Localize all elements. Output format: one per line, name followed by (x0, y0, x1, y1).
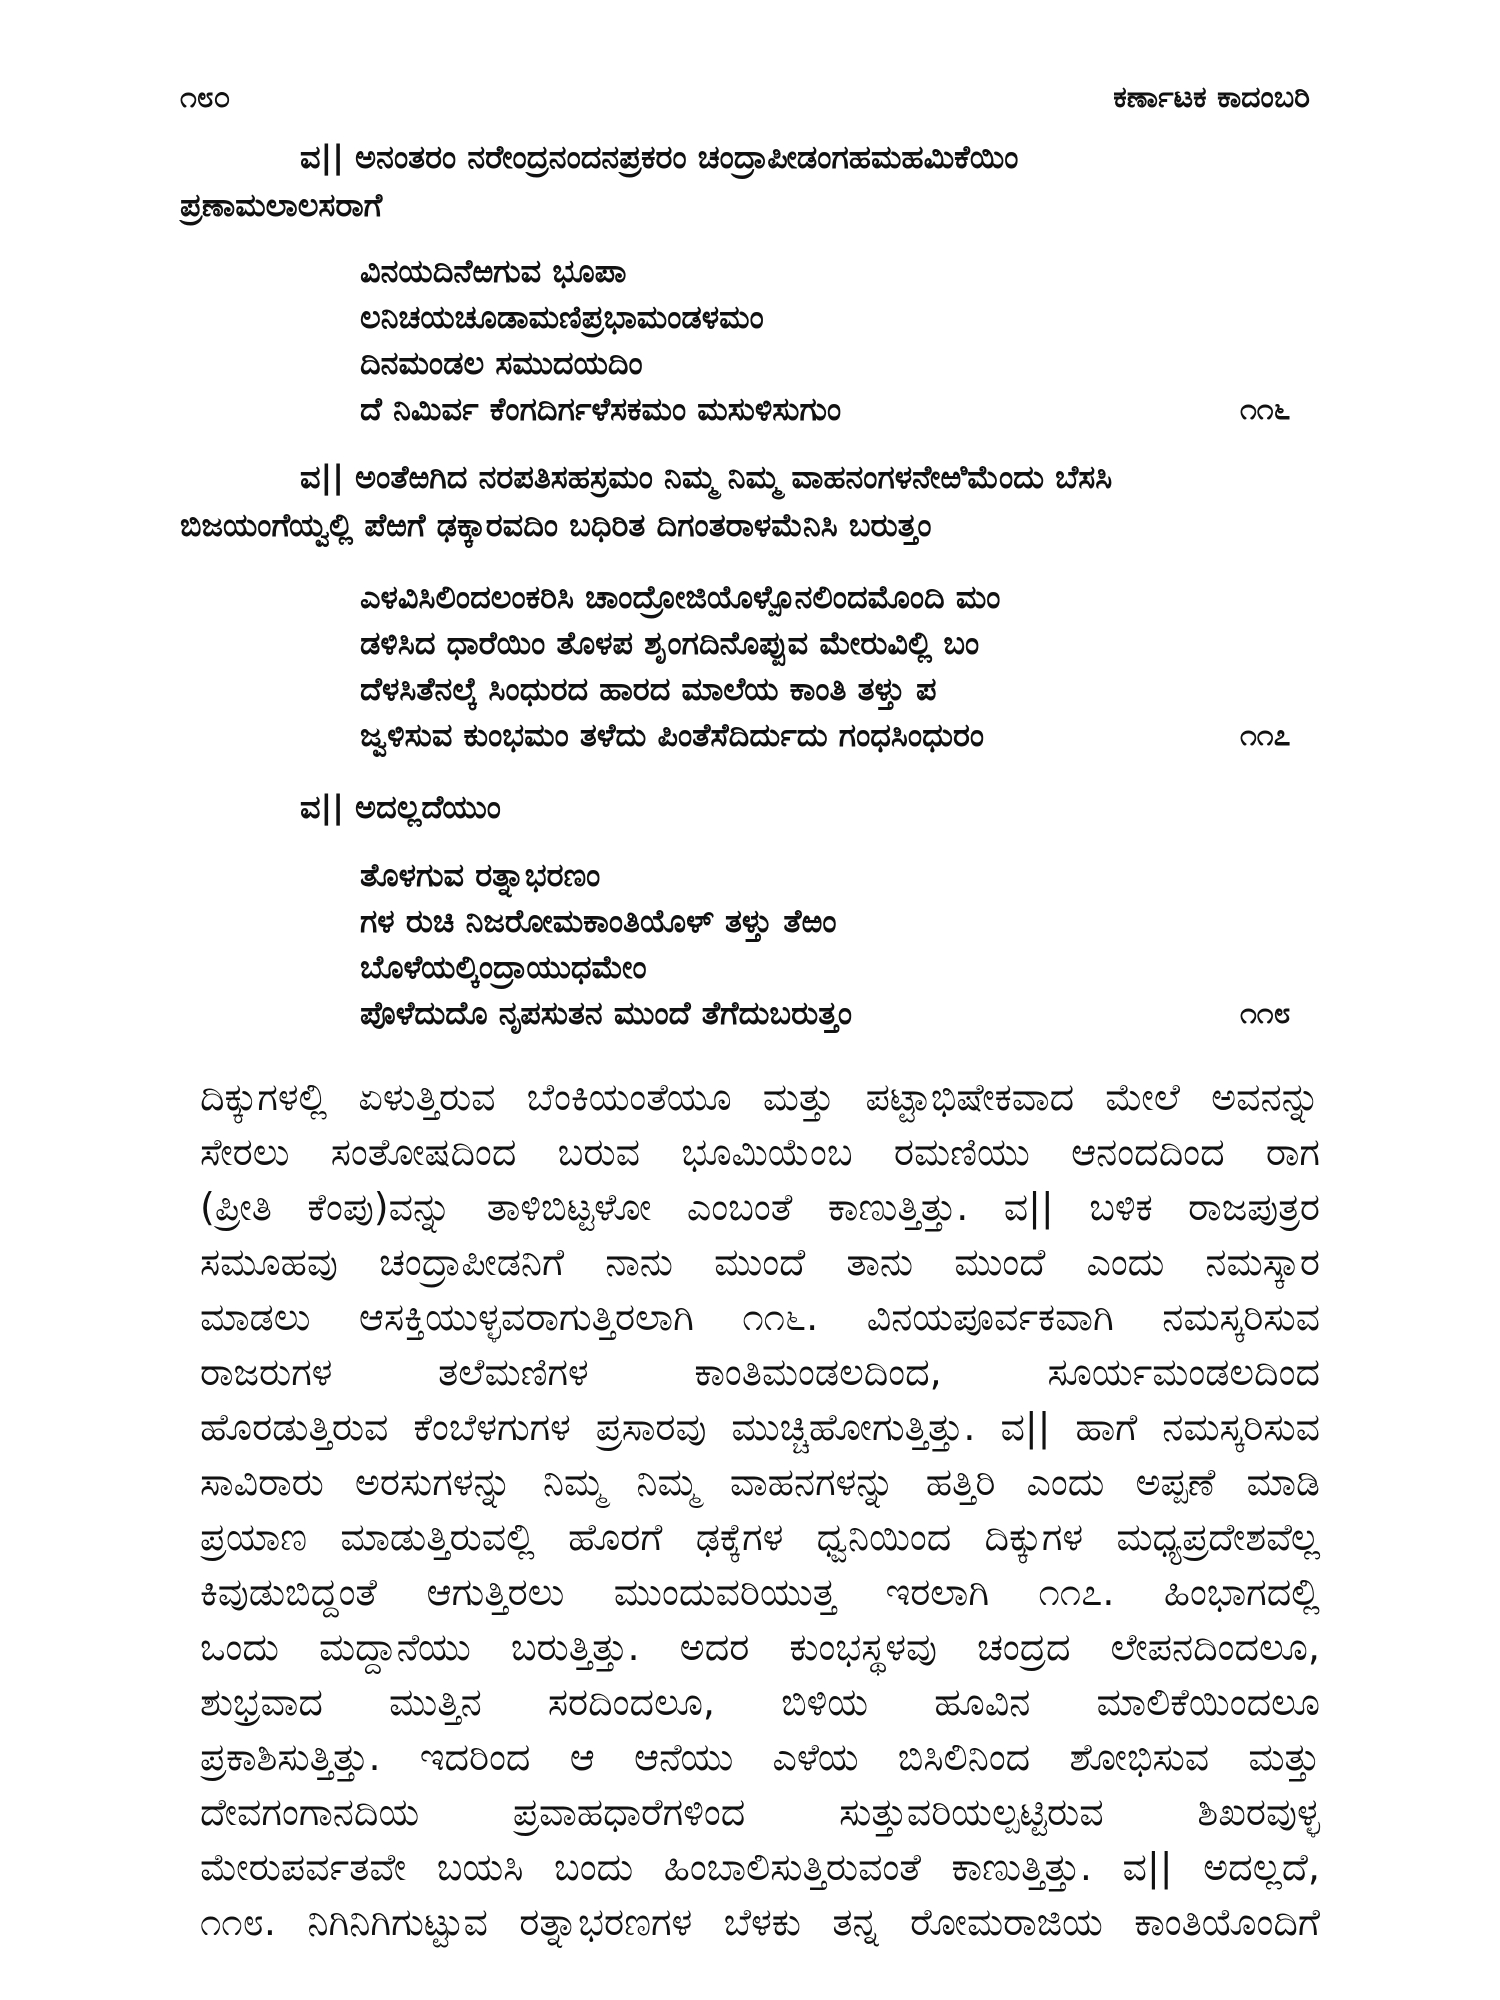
prose-line: ಬಿಜಯಂಗೆಯ್ವಲ್ಲಿ ಪೆಱಗೆ ಢಕ್ಕಾರವದಿಂ ಬಧಿರಿತ ದಿಗಂತರಾಳಮೆನಿಸಿ ಬರುತ್ತಂ (180, 506, 932, 544)
paragraph-line: ಕಿವುಡುಬಿದ್ದಂತೆ ಆಗುತ್ತಿರಲು ಮುಂದುವರಿಯುತ್ತ ಇರಲಾಗಿ ೧೧೭. ಹಿಂಭಾಗದಲ್ಲಿ (200, 1570, 1320, 1614)
verse-line: ದೆಳಸಿತೆನಲ್ಕೆ ಸಿಂಧುರದ ಹಾರದ ಮಾಲೆಯ ಕಾಂತಿ ತಳ್ತು ಪ (360, 670, 937, 708)
paragraph-line: ಮೇರುಪರ್ವತವೇ ಬಯಸಿ ಬಂದು ಹಿಂಬಾಲಿಸುತ್ತಿರುವಂತೆ ಕಾಣುತ್ತಿತ್ತು. ವ|| ಅದಲ್ಲದೆ, (200, 1845, 1320, 1889)
verse-line: ಪೊಳೆದುದೊ ನೃಪಸುತನ ಮುಂದೆ ತೆಗೆದುಬರುತ್ತಂ (360, 994, 853, 1032)
paragraph-line: ಹೊರಡುತ್ತಿರುವ ಕೆಂಬೆಳಗುಗಳ ಪ್ರಸಾರವು ಮುಚ್ಚಿಹೋಗುತ್ತಿತ್ತು. ವ|| ಹಾಗೆ ನಮಸ್ಕರಿಸುವ (200, 1405, 1320, 1449)
verse-line: ವಿನಯದಿನೆಱಗುವ ಭೂಪಾ (360, 252, 627, 290)
paragraph-line: ಪ್ರಕಾಶಿಸುತ್ತಿತ್ತು. ಇದರಿಂದ ಆ ಆನೆಯು ಎಳೆಯ ಬಿಸಿಲಿನಿಂದ ಶೋಭಿಸುವ ಮತ್ತು (200, 1735, 1320, 1779)
verse-line: ಡಳಿಸಿದ ಧಾರೆಯಿಂ ತೊಳಪ ಶೃಂಗದಿನೊಪ್ಪುವ ಮೇರುವಿಲ್ಲಿ ಬಂ (360, 624, 980, 662)
paragraph-line: ಶುಭ್ರವಾದ ಮುತ್ತಿನ ಸರದಿಂದಲೂ, ಬಿಳಿಯ ಹೂವಿನ ಮಾಲಿಕೆಯಿಂದಲೂ (200, 1680, 1320, 1724)
verse-line: ಲನಿಚಯಚೂಡಾಮಣಿಪ್ರಭಾಮಂಡಳಮಂ (360, 298, 764, 336)
verse-line: ದೆ ನಿಮಿರ್ವ ಕೆಂಗದಿರ್ಗಳೆಸಕಮಂ ಮಸುಳಿಸುಗುಂ (360, 390, 842, 428)
verse-number: ೧೧೮ (1240, 996, 1291, 1031)
paragraph-line: ೧೧೮. ನಿಗಿನಿಗಿಗುಟ್ಟುವ ರತ್ನಾಭರಣಗಳ ಬೆಳಕು ತನ್ನ ರೋಮರಾಜಿಯ ಕಾಂತಿಯೊಂದಿಗೆ (200, 1900, 1320, 1944)
verse-line: ತೊಳಗುವ ರತ್ನಾಭರಣಂ (360, 856, 601, 894)
paragraph-line: ಒಂದು ಮದ್ದಾನೆಯು ಬರುತ್ತಿತ್ತು. ಅದರ ಕುಂಭಸ್ಥಳವು ಚಂದ್ರದ ಲೇಪನದಿಂದಲೂ, (200, 1625, 1320, 1669)
paragraph-line: ದಿಕ್ಕುಗಳಲ್ಲಿ ಏಳುತ್ತಿರುವ ಬೆಂಕಿಯಂತೆಯೂ ಮತ್ತು ಪಟ್ಟಾಭಿಷೇಕವಾದ ಮೇಲೆ ಅವನನ್ನು (200, 1075, 1320, 1119)
verse-number: ೧೧೭ (1240, 718, 1291, 753)
paragraph-line: ಮಾಡಲು ಆಸಕ್ತಿಯುಳ್ಳವರಾಗುತ್ತಿರಲಾಗಿ ೧೧೬. ವಿನಯಪೂರ್ವಕವಾಗಿ ನಮಸ್ಕರಿಸುವ (200, 1295, 1320, 1339)
page-header (180, 80, 1310, 130)
book-title: ಕರ್ಣಾಟಕ ಕಾದಂಬರಿ (1113, 80, 1310, 115)
paragraph-line: ಪ್ರಯಾಣ ಮಾಡುತ್ತಿರುವಲ್ಲಿ ಹೊರಗೆ ಢಕ್ಕೆಗಳ ಧ್ವನಿಯಿಂದ ದಿಕ್ಕುಗಳ ಮಧ್ಯಪ್ರದೇಶವೆಲ್ಲ (200, 1515, 1320, 1559)
paragraph-line: ಸಮೂಹವು ಚಂದ್ರಾಪೀಡನಿಗೆ ನಾನು ಮುಂದೆ ತಾನು ಮುಂದೆ ಎಂದು ನಮಸ್ಕಾರ (200, 1240, 1320, 1284)
verse-line: ದಿನಮಂಡಲ ಸಮುದಯದಿಂ (360, 344, 643, 382)
paragraph-line: (ಪ್ರೀತಿ ಕೆಂಪು)ವನ್ನು ತಾಳಿಬಿಟ್ಟಳೋ ಎಂಬಂತೆ ಕಾಣುತ್ತಿತ್ತು. ವ|| ಬಳಿಕ ರಾಜಪುತ್ರರ (200, 1185, 1320, 1229)
verse-line: ಬೊಳೆಯಲ್ಕಿಂದ್ರಾಯುಧಮೇಂ (360, 948, 647, 986)
verse-line: ಎಳವಿಸಿಲಿಂದಲಂಕರಿಸಿ ಚಾಂದ್ರೋಜಿಯೊಳ್ಪೊನಲಿಂದಮೊಂದಿ ಮಂ (360, 578, 1001, 616)
prose-line: ವ|| ಅದಲ್ಲದೆಯುಂ (300, 788, 501, 826)
paragraph-line: ಸಾವಿರಾರು ಅರಸುಗಳನ್ನು ನಿಮ್ಮ ನಿಮ್ಮ ವಾಹನಗಳನ್ನು ಹತ್ತಿರಿ ಎಂದು ಅಪ್ಪಣೆ ಮಾಡಿ (200, 1460, 1320, 1504)
verse-line: ಜ್ವಳಿಸುವ ಕುಂಭಮಂ ತಳೆದು ಪಿಂತೆಸೆದಿರ್ದುದು ಗಂಧಸಿಂಧುರಂ (360, 716, 985, 754)
prose-line: ವ|| ಅನಂತರಂ ನರೇಂದ್ರನಂದನಪ್ರಕರಂ ಚಂದ್ರಾಪೀಡಂಗಹಮಹಮಿಕೆಯಿಂ (300, 138, 1019, 176)
paragraph-line: ರಾಜರುಗಳ ತಲೆಮಣಿಗಳ ಕಾಂತಿಮಂಡಲದಿಂದ, ಸೂರ್ಯಮಂಡಲದಿಂದ (200, 1350, 1320, 1394)
page-number: ೧೮೦ (180, 80, 231, 115)
verse-line: ಗಳ ರುಚಿ ನಿಜರೋಮಕಾಂತಿಯೊಳ್ ತಳ್ತು ತೆಱಂ (360, 902, 837, 940)
paragraph-line: ದೇವಗಂಗಾನದಿಯ ಪ್ರವಾಹಧಾರೆಗಳಿಂದ ಸುತ್ತುವರಿಯಲ್ಪಟ್ಟಿರುವ ಶಿಖರವುಳ್ಳ (200, 1790, 1320, 1834)
prose-line: ಪ್ರಣಾಮಲಾಲಸರಾಗೆ (180, 186, 383, 224)
prose-line: ವ|| ಅಂತೆಱಗಿದ ನರಪತಿಸಹಸ್ರಮಂ ನಿಮ್ಮ ನಿಮ್ಮ ವಾಹನಂಗಳನೇಱಿಮೆಂದು ಬೆಸಸಿ (300, 458, 1113, 496)
paragraph-line: ಸೇರಲು ಸಂತೋಷದಿಂದ ಬರುವ ಭೂಮಿಯೆಂಬ ರಮಣಿಯು ಆನಂದದಿಂದ ರಾಗ (200, 1130, 1320, 1174)
verse-number: ೧೧೬ (1240, 392, 1291, 427)
